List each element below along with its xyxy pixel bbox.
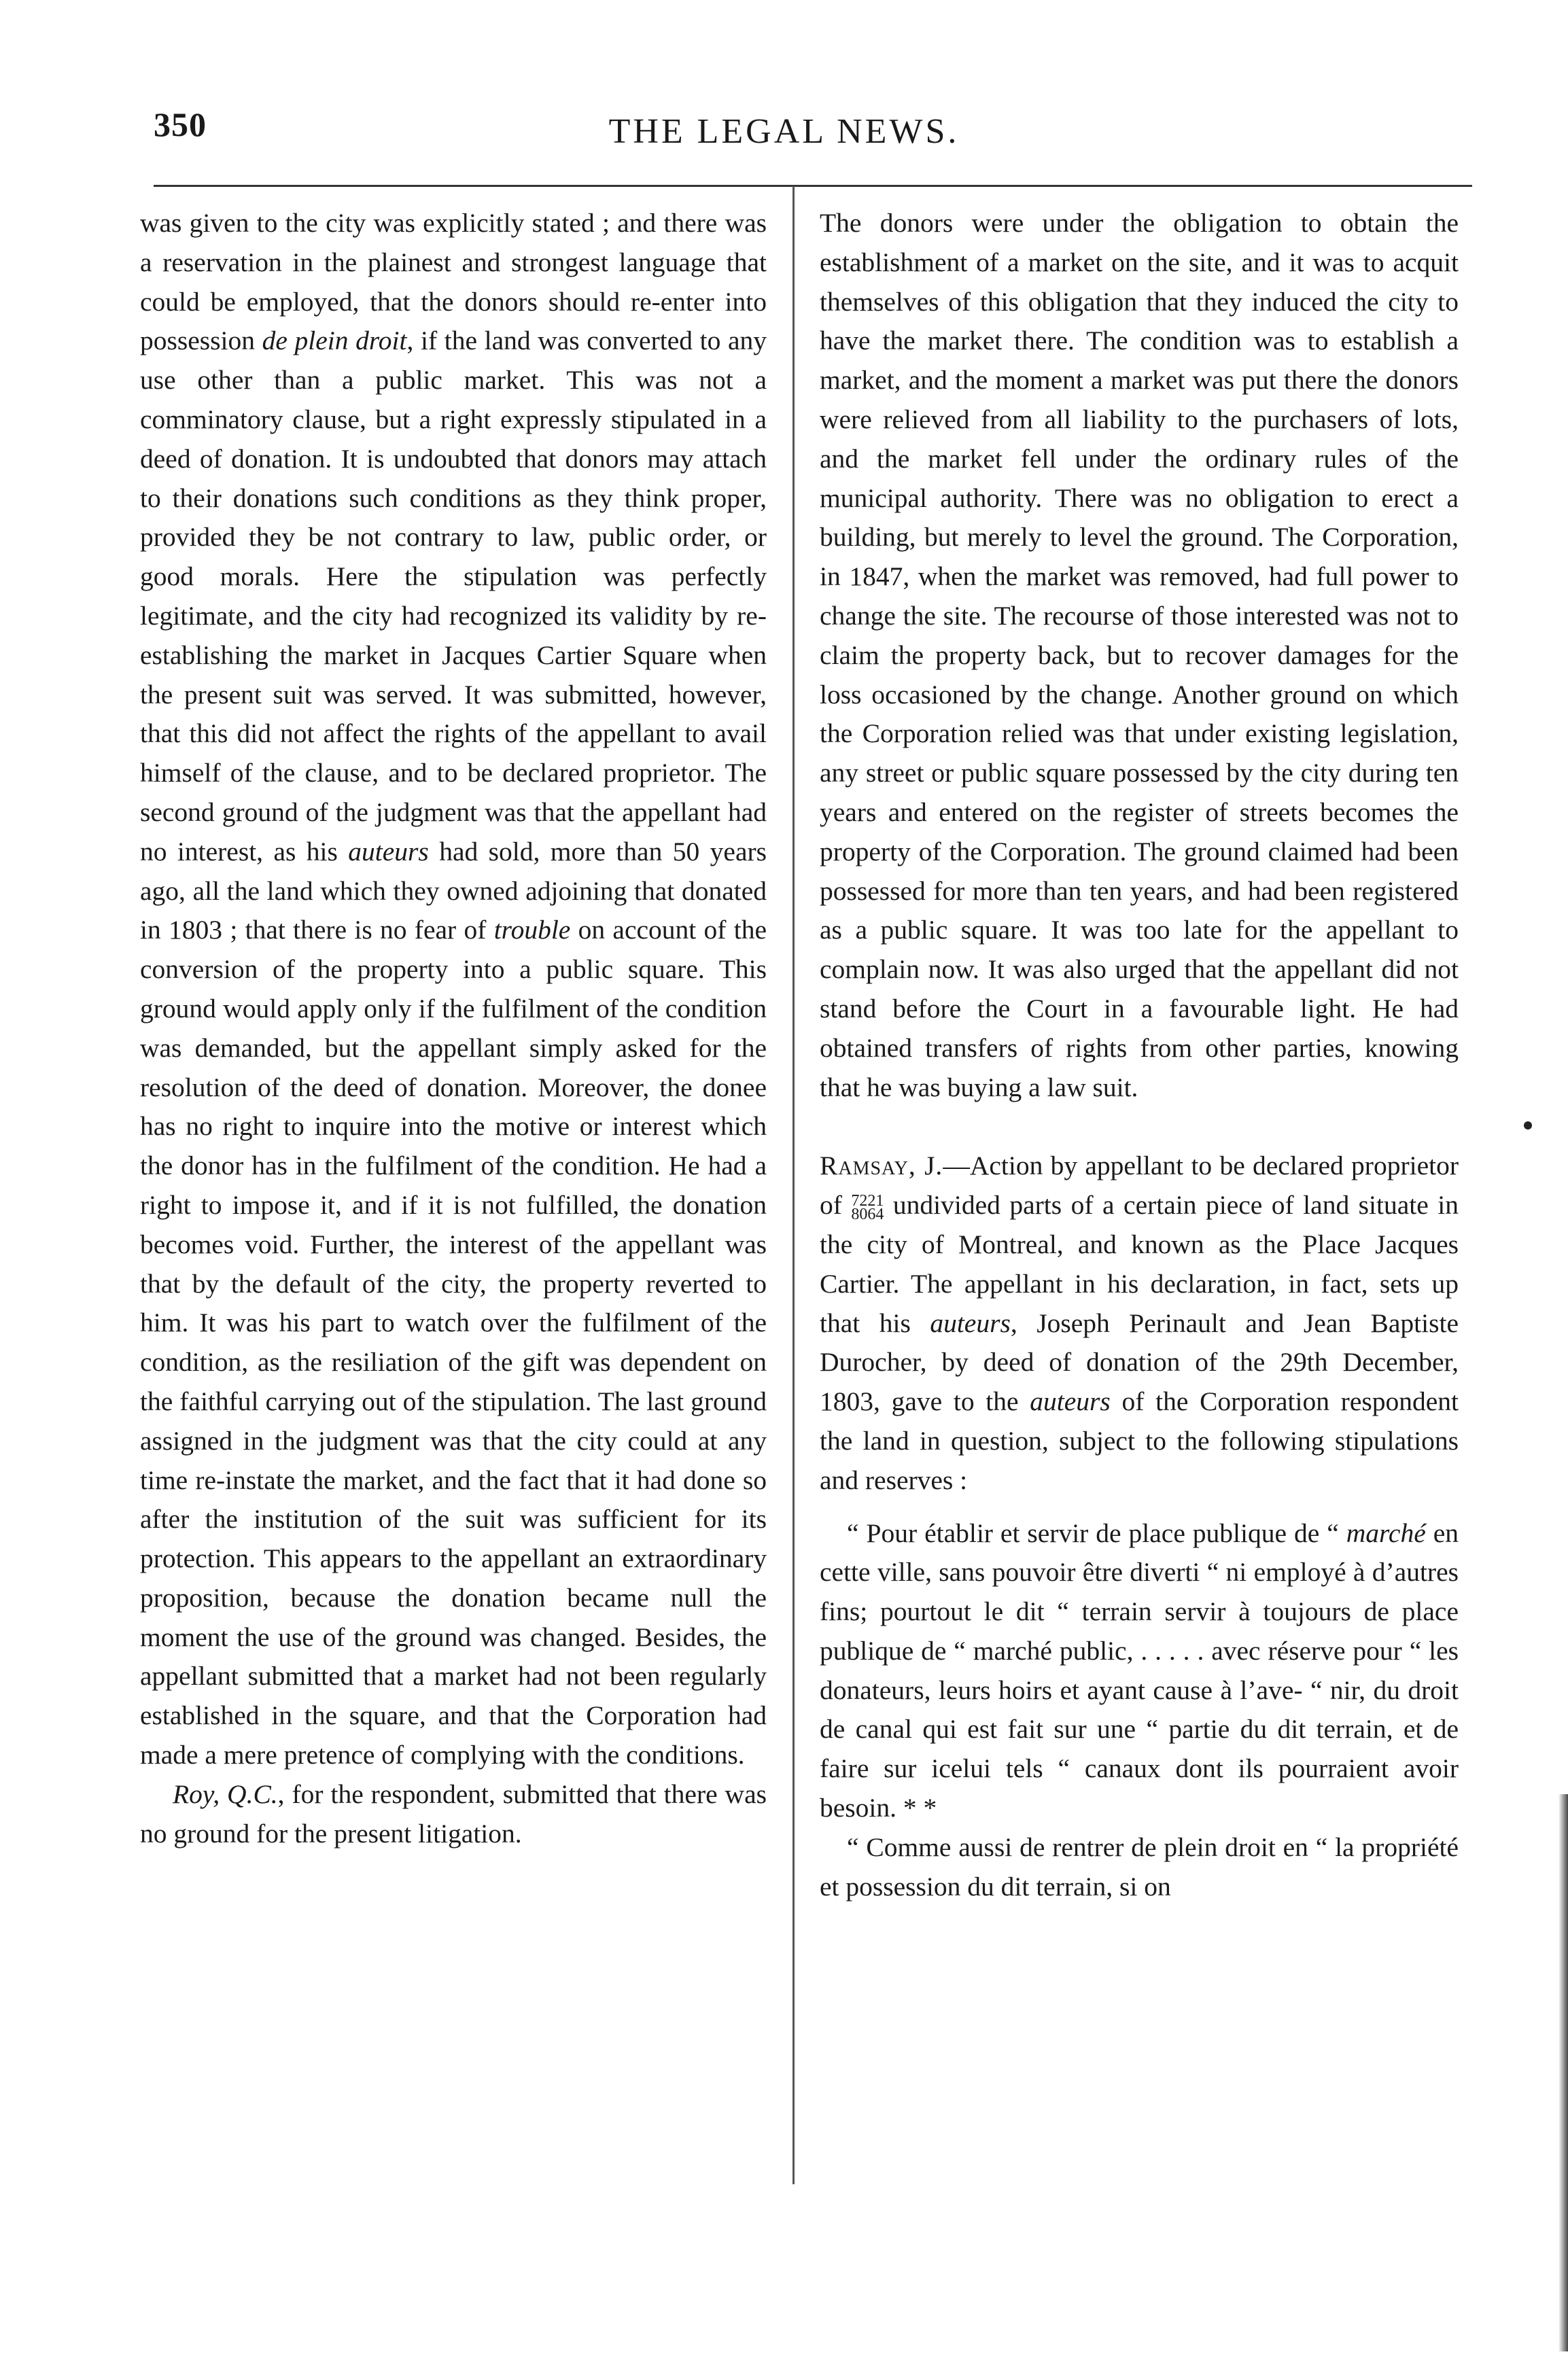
quote-paragraph-2: “ Comme aussi de rentrer de plein droit en “ la propriété et possession du dit terrain, si on bbox=[820, 1832, 1459, 1902]
left-paragraph-1: was given to the city was explicitly stated ; and there was a reservation in the plainest and strongest language that could be employed, that the donors should re-enter into possession de plein droit, if the land was converted to any use other than a public market. This was not a comminatory clause, but a right expressly stipulated in a deed of donation. It is undoubted that donors may attach to their donations such conditions as they think proper, provided they be not contrary to law, public order, or good morals. Here the stipulation was perfectly legitimate, and the city had recognized its validity by re-establishing the market in Jacques Cartier Square when the present suit was served. It was submitted, however, that this did not affect the rights of the appellant to avail himself of the clause, and to be declared proprietor. The second ground of the judgment was that the appellant had no interest, as his auteurs had sold, more than 50 years ago, all the land which they owned adjoining that donated in 1803 ; that there is no fear of trouble on account of the conversion of the property into a public square. This ground would apply only if the fulfilment of the condition was demanded, but the appellant simply asked for the resolution of the deed of donation. Moreover, the donee has no right to inquire into the motive or interest which the donor has in the fulfilment of the condition. He had a right to impose it, and if it is not fulfilled, the donation becomes void. Further, the interest of the appellant was that by the default of the city, the property reverted to him. It was his part to watch over the fulfilment of the condition, as the resiliation of the gift was dependent on the faithful carrying out of the stipulation. The last ground assigned in the judgment was that the city could at any time re-instate the market, and the fact that it had done so after the institution of the suit was sufficient for its protection. This appears to the appellant an extraordinary proposition, because the donation became null the moment the use of the ground was changed. Besides, the appellant submitted that a market had not been regularly established in the square, and that the Corporation had made a mere pretence of complying with the conditions. bbox=[140, 208, 767, 1770]
fraction: 7221 8064 bbox=[851, 1192, 884, 1224]
margin-bullet bbox=[1524, 1121, 1532, 1130]
header-rule bbox=[154, 185, 1472, 187]
left-paragraph-2: Roy, Q.C., for the respondent, submitted that there was no ground for the present litigation. bbox=[140, 1779, 767, 1849]
quote-paragraph-1: “ Pour établir et servir de place publique de “ marché en cette ville, sans pouvoir être diverti “ ni employé à d’autres fins; pourtout le dit “ terrain servir à toujours de place publique de “ marché public, . . . . . avec réserve pour “ les donateurs, leurs hoirs et ayant cause à l’ave- “ nir, du droit de canal qui est fait sur une “ partie du dit terrain, et de faire sur icelui tels “ canaux dont ils pourraient avoir besoin. * * bbox=[820, 1518, 1459, 1823]
page-number: 350 bbox=[154, 105, 207, 143]
left-column bbox=[140, 204, 767, 1853]
page-edge-shadow bbox=[1558, 1794, 1568, 2351]
right-paragraph-1: The donors were under the obligation to obtain the establishment of a market on the site, and it was to acquit themselves of this obligation that they induced the city to have the market there. The condition was to establish a market, and the moment a market was put there the donors were relieved from all liability to the purchasers of lots, and the market fell under the ordinary rules of the municipal authority. There was no obligation to erect a building, but merely to level the ground. The Corporation, in 1847, when the market was removed, had full power to change the site. The recourse of those interested was not to claim the property back, but to recover damages for the loss occasioned by the change. Another ground on which the Corporation relied was that under existing legislation, any street or public square possessed by the city during ten years and entered on the register of streets becomes the property of the Corporation. The ground claimed had been possessed for more than ten years, and had been registered as a public square. It was too late for the appellant to complain now. It was also urged that the appellant did not stand before the Court in a favourable light. He had obtained transfers of rights from other parties, knowing that he was buying a law suit. bbox=[820, 208, 1459, 1102]
right-column bbox=[820, 204, 1459, 1906]
column-divider bbox=[792, 186, 795, 2184]
running-head: THE LEGAL NEWS. bbox=[608, 112, 960, 151]
right-paragraph-2: Ramsay, J.—Action by appellant to be declared proprietor of 7221 8064 undivided parts of a certain piece of land situate in the city of Montreal, and known as the Place Jacques Cartier. The appellant in his declaration, in fact, sets up that his auteurs, Joseph Perinault and Jean Baptiste Durocher, by deed of donation of the 29th December, 1803, gave to the auteurs of the Corporation respondent the land in question, subject to the following stipulations and reserves : bbox=[820, 1151, 1459, 1495]
quotation-block bbox=[820, 1514, 1459, 1907]
